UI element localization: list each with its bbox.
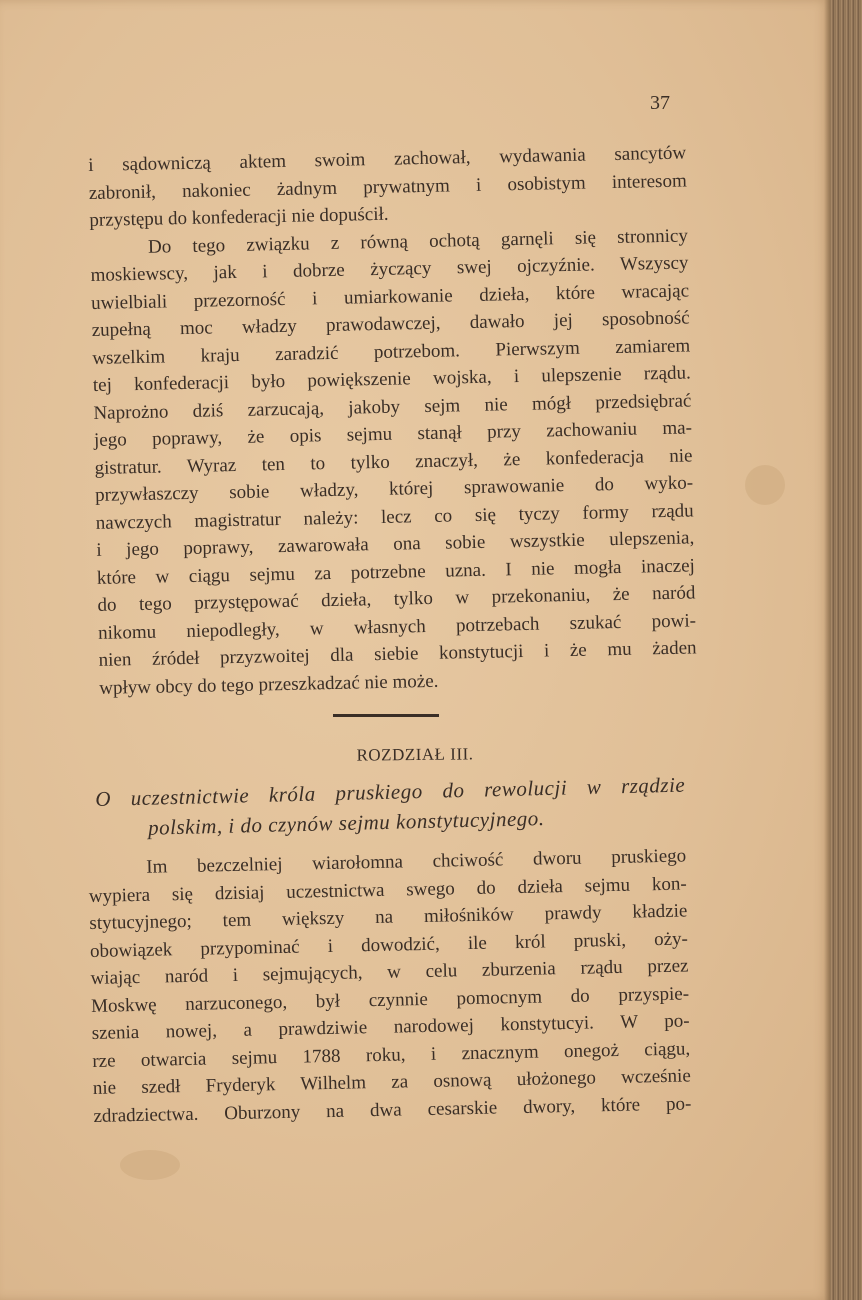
paragraph — [88, 842, 692, 1129]
page-number: 37 — [650, 92, 670, 114]
text-line: zabronił, nakoniec żadnym prywatnym i osobistym interesom — [88, 169, 687, 204]
paper-stain — [745, 465, 785, 505]
text-line: Moskwę narzuconego, był czynnie pomocnym do przyspie- — [90, 982, 690, 1017]
text-line: tej konfederacji było powiększenie wojska, i ulepszenie rządu. — [92, 362, 691, 396]
text-line: szenia nowej, a prawdziwie narodowej konstytucyi. W po- — [91, 1010, 690, 1044]
chapter-heading: ROZDZIAŁ III. — [356, 744, 474, 765]
text-line: i sądowniczą aktem swoim zachował, wydawania sancytów — [88, 142, 687, 176]
text-line: uwielbiali przezorność i umiarkowanie dzieła, które wracając — [90, 279, 690, 314]
text-line: wiając naród i sejmujących, w celu zburzenia rządu przez — [90, 955, 689, 989]
chapter-title — [95, 770, 686, 844]
chapter-title-line: polskim, i do czynów sejmu konstytucyjnego. — [147, 806, 545, 840]
text-line: nien źródeł przyzwoitej dla siebie konstytucji i że mu żaden — [98, 637, 697, 671]
text-line: rze otwarcia sejmu 1788 roku, i znacznym onegoż ciągu, — [92, 1037, 691, 1072]
chapter-title-line: O uczestnictwie króla pruskiego do rewolucji w rządzie — [95, 772, 686, 811]
text-line: przywłaszczy sobie władzy, której sprawowanie do wyko- — [94, 472, 694, 506]
text-line: nikomu niepodległy, w własnych potrzebach szukać powi- — [97, 609, 697, 644]
text-line: wypiera się dzisiaj uczestnictwa swego do dzieła sejmu kon- — [88, 872, 687, 907]
book-page-edges — [830, 0, 862, 1300]
text-line: wpływ obcy do tego przeszkadzać nie może. — [99, 670, 439, 699]
text-line: przystępu do konfederacji nie dopuścił. — [89, 203, 389, 231]
text-line: stytucyjnego; tem większy na miłośników prawdy kładzie — [89, 900, 688, 934]
paper-stain — [120, 1150, 180, 1180]
text-line: Naprożno dziś zarzucają, jakoby sejm nie mógł przedsiębrać — [93, 389, 692, 424]
text-line: nie szedł Fryderyk Wilhelm za osnową ułożonego wcześnie — [92, 1065, 691, 1099]
text-line: moskiewscy, jak i dobrze życzący swej ojczyźnie. Wszyscy — [90, 252, 689, 286]
text-line: zupełną moc władzy prawodawczej, dawało jej sposobność — [91, 307, 690, 341]
text-line: do tego przystępować dzieła, tylko w przekonaniu, że naród — [97, 582, 696, 616]
text-line: obowiązek przypominać i dowodzić, ile król pruski, oży- — [89, 927, 689, 962]
section-divider — [333, 714, 439, 717]
text-line: zdradziectwa. Oburzony na dwa cesarskie dwory, które po- — [93, 1092, 692, 1127]
text-line: Do tego związku z równą ochotą garnęli się stronnicy — [147, 224, 689, 258]
paragraph-continued — [88, 139, 697, 701]
text-line: Im bezczelniej wiarołomna chciwość dworu pruskiego — [146, 845, 687, 878]
text-line: które w ciągu sejmu za potrzebne uzna. I nie mogła inaczej — [96, 554, 696, 589]
text-line: wszelkim kraju zaradzić potrzebom. Pierwszym zamiarem — [92, 334, 691, 369]
text-line: nawczych magistratur należy: lecz co się tyczy formy rządu — [95, 499, 694, 534]
text-line: i jego poprawy, zawarowała ona sobie wszystkie ulepszenia, — [96, 527, 695, 561]
text-line: gistratur. Wyraz ten to tylko znaczył, że konfederacja nie — [94, 444, 693, 479]
text-line: jego poprawy, że opis sejmu stanął przy zachowaniu ma- — [93, 417, 693, 451]
